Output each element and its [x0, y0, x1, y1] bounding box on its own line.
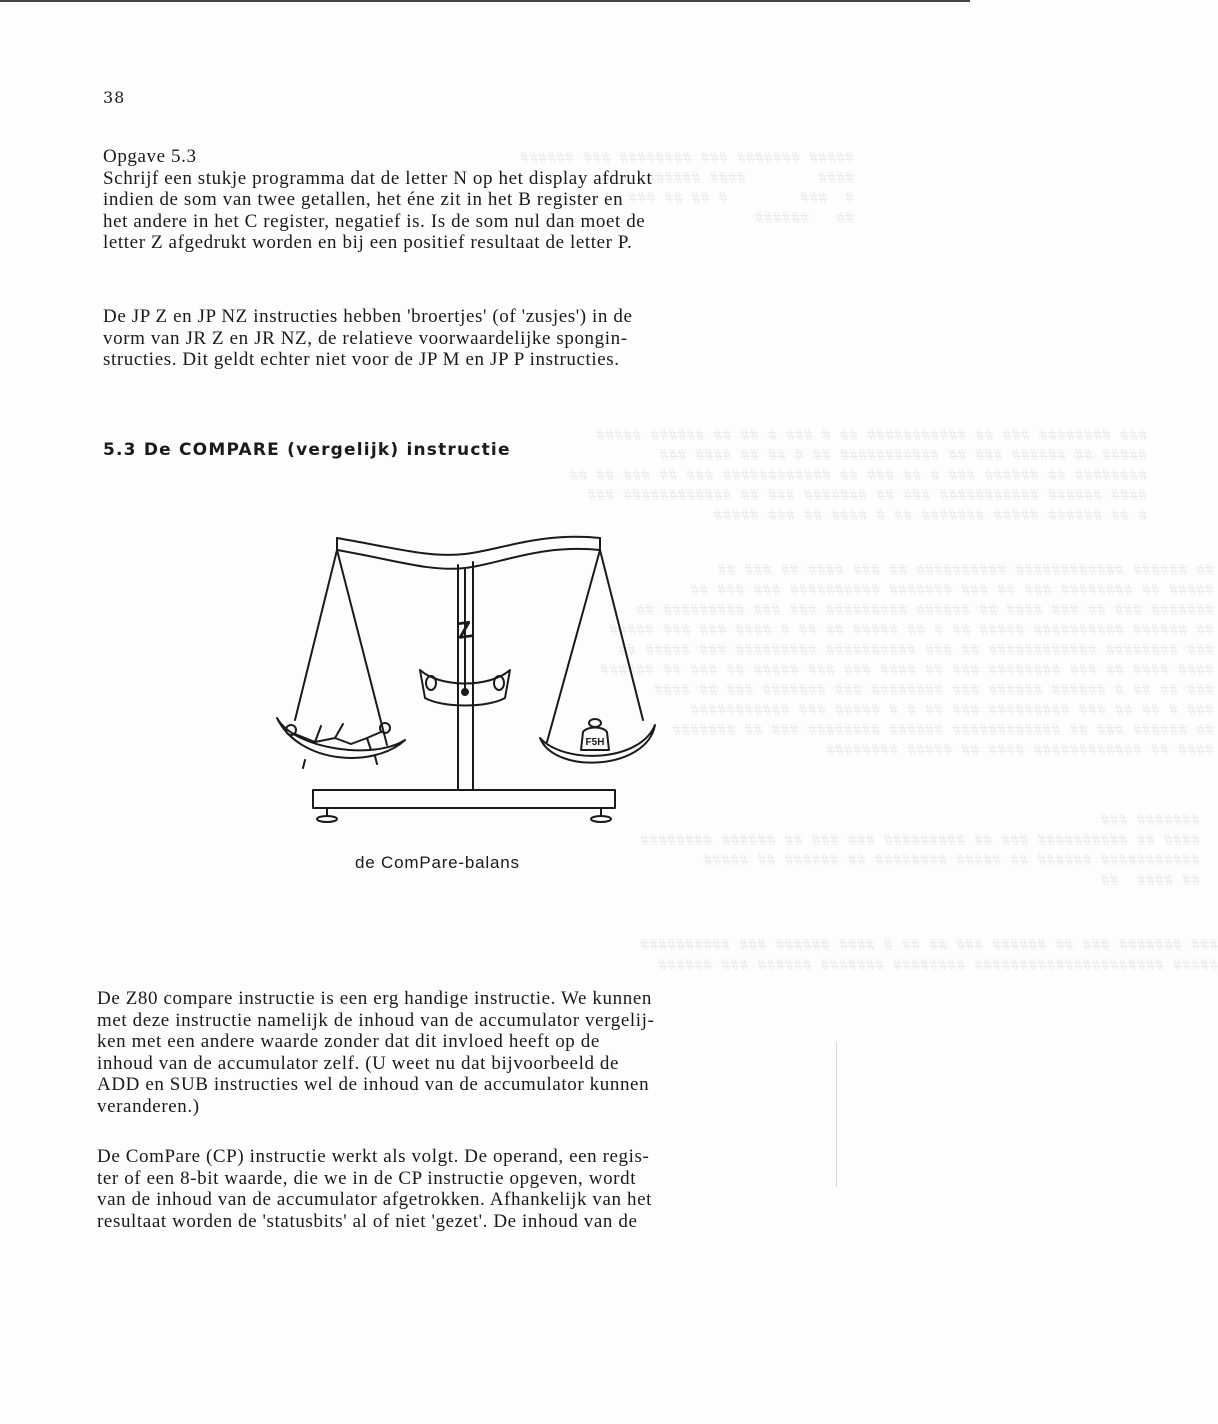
right-pan-strings — [547, 550, 643, 742]
text-line: De Z80 compare instructie is een erg handige instructie. We kunnen — [97, 988, 652, 1009]
show-through-texture: ### ######## ### ## ########### ## # ### # ## ## ###### ##### ##### ## ###### ### ## ########### ## # ## ## #### ### ######## ## ###### ### # ## ### ## ############ ### ## ### ## ## #### ###### ########### ### ## ####### ### ## ############ ### # ## ###### ##### ####### ## # #### ## ### ##### — [569, 426, 1147, 524]
text-line: van de inhoud van de accumulator afgetrokken. Afhankelijk van het — [97, 1189, 652, 1210]
show-through-texture: ### ####### ### ## ###### ### ## ## # #### ###### ### ########## ##### ##################### ######## ####### ###### ### ###### — [640, 936, 1218, 974]
cp-operation-paragraph — [97, 1146, 652, 1232]
person-on-pan-icon — [295, 724, 381, 750]
text-line: structies. Dit geldt echter niet voor de JP M en JP P instructies. — [103, 349, 620, 370]
text-line: het andere in het C register, negatief is. Is de som nul dan moet de — [103, 210, 646, 232]
show-through-box-edge — [836, 1042, 837, 1187]
exercise-title: Opgave 5.3 — [103, 146, 197, 167]
left-pan-strings — [295, 550, 387, 745]
text-line: De JP Z en JP NZ instructies hebben 'broertjes' (of 'zusjes') in de — [103, 306, 633, 327]
text-line: indien de som van twee getallen, het éne zit in het B register en — [103, 189, 624, 210]
page-number: 38 — [103, 88, 126, 107]
text-line: inhoud van de accumulator zelf. (U weet nu dat bijvoorbeeld de — [97, 1052, 620, 1074]
text-line: ter of een 8-bit waarde, die we in de CP instructie opgeven, wordt — [97, 1167, 637, 1189]
weight-label: F5H — [585, 737, 605, 748]
compare-intro-paragraph — [97, 988, 654, 1117]
show-through-texture: ##### ####### ### ######## ### ###### #### #### ###### ### # ### # ## ## ### ## ###### — [520, 149, 855, 227]
text-line: ADD en SUB instructies wel de inhoud van de accumulator kunnen — [97, 1074, 650, 1095]
show-through-texture: ####### ### #### ## ########## ### ## ######### ### ### ## ###### ######## ########### ###### ## ##### ######## ## ###### ## ##### ## #### ## — [640, 811, 1200, 889]
balance-scale-drawing — [255, 520, 655, 850]
show-through-texture: ## ###### ############ ########## ## ### #### ## ### ## ##### ## ######## ### ## ### ####### ########## ### ### ## ####### ### ## ### #### ## ###### ######### ### ### ######### ## ## ###### ########## ##### ## # ## ##### ## ## # #### ### ### ##### ### ######## ############ ## ### ########## ######### ### ##### ## #### #### ## ### ######## ### ## #### ### ### ##### ## ### ## ###### ### ## ## # ###### ###### ### ######## ### ####### ### ## #### ### # ## ## ### ######### ### ## # # ##### ### ########### ## ###### ### ## ############ ###### ######## ### ## ####### #### ## ############ #### ## ##### ######## — [600, 561, 1215, 759]
text-line: met deze instructie namelijk de inhoud van de accumulator vergelij- — [97, 1009, 655, 1031]
page-top-edge — [0, 0, 970, 2]
beam-letter: Z — [455, 616, 474, 645]
text-line: De ComPare (CP) instructie werkt als volgt. De operand, een regis- — [97, 1146, 650, 1167]
jp-note-paragraph — [103, 306, 633, 371]
section-heading: 5.3 De COMPARE (vergelijk) instructie — [103, 440, 511, 460]
text-line: letter Z afgedrukt worden en bij een positief resultaat de letter P. — [103, 232, 633, 253]
text-line: Schrijf een stukje programma dat de letter N op het display afdrukt — [103, 167, 653, 189]
exercise-block — [103, 146, 652, 254]
balance-base — [313, 790, 615, 808]
text-line: veranderen.) — [97, 1095, 200, 1117]
compare-balance-illustration — [255, 520, 655, 850]
text-line: resultaat worden de 'statusbits' al of niet 'gezet'. De inhoud van de — [97, 1210, 638, 1232]
text-line: ken met een andere waarde zonder dat dit invloed heeft op de — [97, 1031, 600, 1052]
figure-caption: de ComPare-balans — [355, 853, 520, 872]
text-line: vorm van JR Z en JR NZ, de relatieve voorwaardelijke spongin- — [103, 327, 628, 349]
balance-beam — [337, 537, 600, 555]
